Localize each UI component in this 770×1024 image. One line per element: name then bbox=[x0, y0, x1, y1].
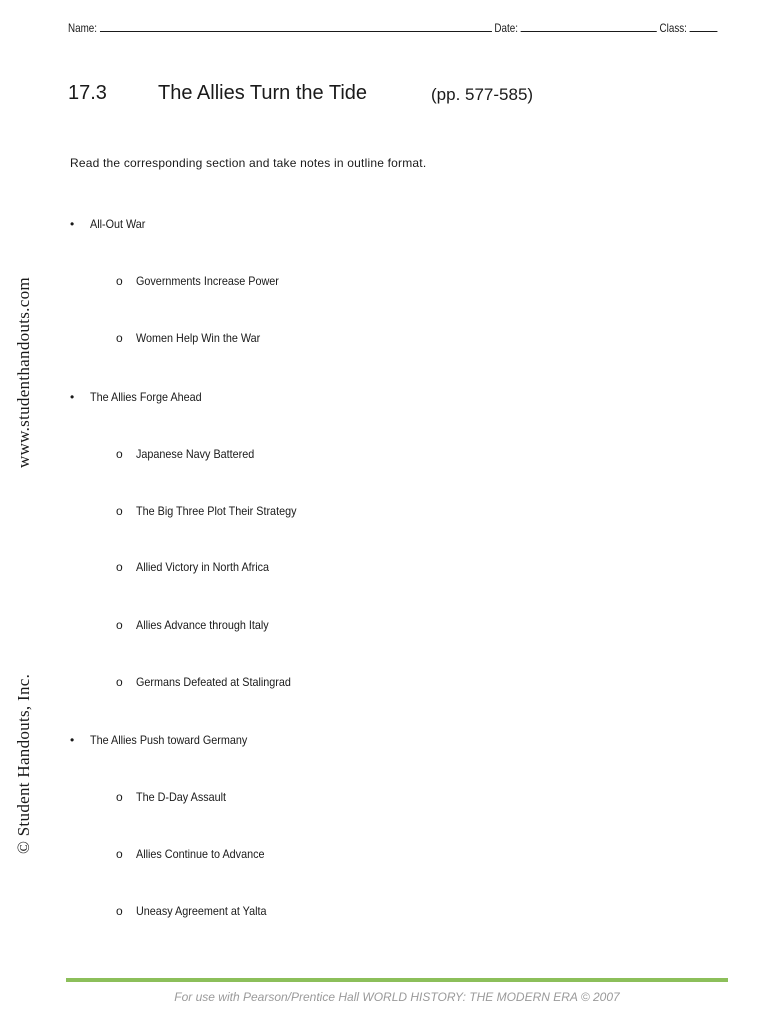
outline-subtopic: Germans Defeated at Stalingrad bbox=[136, 675, 291, 689]
outline-subtopic: Uneasy Agreement at Yalta bbox=[136, 904, 267, 918]
outline-subtopic: Japanese Navy Battered bbox=[136, 447, 255, 461]
footer-rule bbox=[66, 978, 728, 982]
outline-topic: All-Out War bbox=[90, 217, 146, 231]
bullet-icon: • bbox=[70, 217, 75, 231]
outline-topic: The Allies Forge Ahead bbox=[90, 390, 202, 404]
sub-bullet-icon: o bbox=[116, 618, 123, 632]
date-label: Date: bbox=[494, 21, 518, 35]
website-watermark: www.studenthandouts.com bbox=[14, 277, 33, 468]
class-label: Class: bbox=[659, 21, 687, 35]
section-title: The Allies Turn the Tide bbox=[158, 82, 368, 104]
page-range: (pp. 577-585) bbox=[431, 85, 534, 104]
outline-subtopic: Women Help Win the War bbox=[136, 331, 261, 345]
outline-subtopic: Allies Continue to Advance bbox=[136, 847, 265, 861]
instructions: Read the corresponding section and take notes in outline format. bbox=[70, 156, 427, 170]
name-label: Name: bbox=[68, 21, 97, 35]
sub-bullet-icon: o bbox=[116, 790, 123, 804]
outline-subtopic: Allied Victory in North Africa bbox=[136, 560, 270, 574]
sub-bullet-icon: o bbox=[116, 274, 123, 288]
outline-subtopic: The Big Three Plot Their Strategy bbox=[136, 504, 297, 518]
sub-bullet-icon: o bbox=[116, 331, 123, 345]
footer-text: For use with Pearson/Prentice Hall WORLD HISTORY: THE MODERN ERA © 2007 bbox=[174, 990, 620, 1004]
outline-subtopic: Allies Advance through Italy bbox=[136, 618, 269, 632]
sub-bullet-icon: o bbox=[116, 904, 123, 918]
outline-topic: The Allies Push toward Germany bbox=[90, 733, 248, 747]
sub-bullet-icon: o bbox=[116, 675, 123, 689]
bullet-icon: • bbox=[70, 733, 75, 747]
section-number: 17.3 bbox=[68, 82, 107, 104]
copyright-watermark: © Student Handouts, Inc. bbox=[14, 673, 33, 854]
outline-subtopic: The D-Day Assault bbox=[136, 790, 227, 804]
bullet-icon: • bbox=[70, 390, 75, 404]
sub-bullet-icon: o bbox=[116, 560, 123, 574]
sub-bullet-icon: o bbox=[116, 447, 123, 461]
sub-bullet-icon: o bbox=[116, 847, 123, 861]
sub-bullet-icon: o bbox=[116, 504, 123, 518]
outline-subtopic: Governments Increase Power bbox=[136, 274, 279, 288]
